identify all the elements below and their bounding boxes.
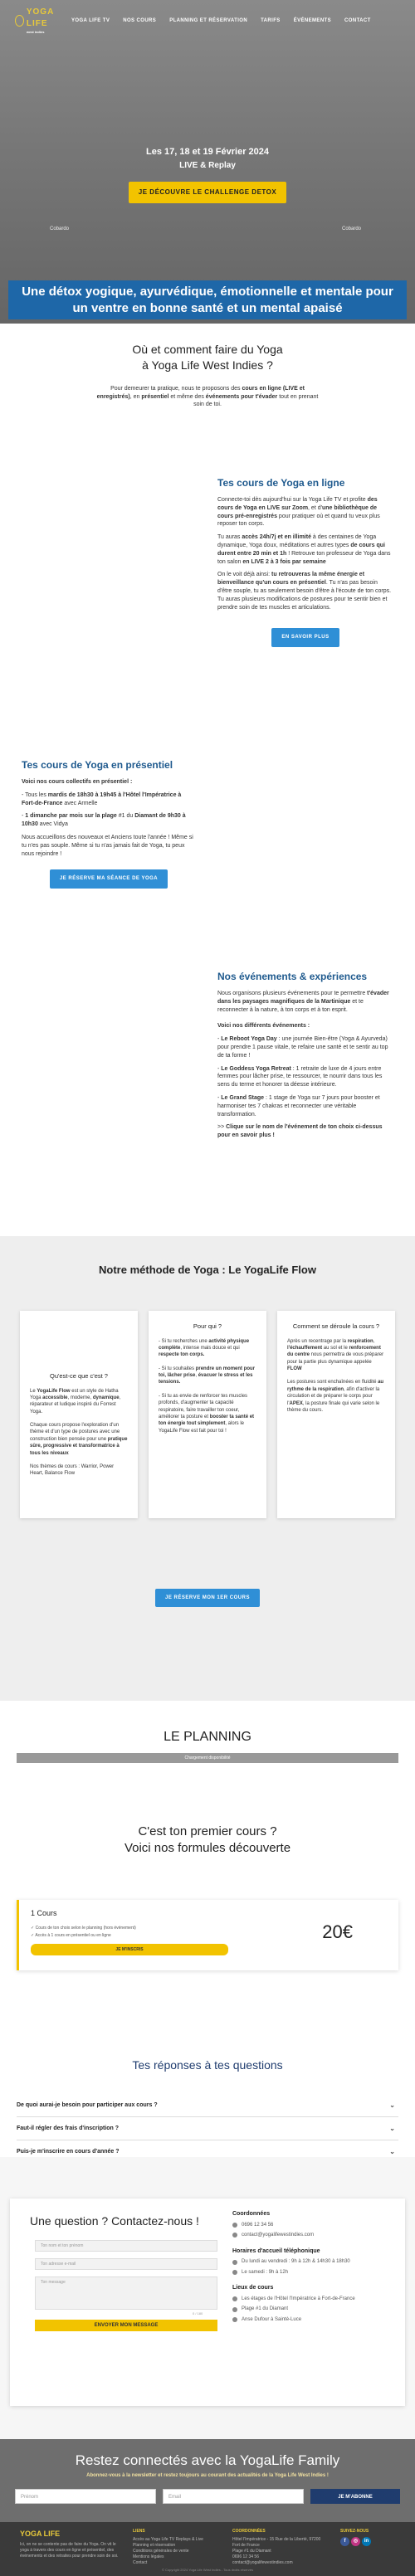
detox-challenge-button[interactable]: JE DÉCOUVRE LE CHALLENGE DETOX [129,182,286,202]
en-savoir-plus-button[interactable]: EN SAVOIR PLUS [271,628,339,646]
contact-email[interactable]: contact@yogalifewestindies.com [242,2233,315,2238]
reserve-seance-button[interactable]: JE RÉSERVE MA SÉANCE DE YOGA [50,869,168,888]
newsletter-subscribe-button[interactable]: JE M'ABONNE [310,2489,400,2504]
offer-card [17,1900,398,1970]
logo-subtext: west indies [26,30,45,35]
flow-section [0,1236,415,1701]
newsletter-section [0,2439,415,2522]
place-item: Plage #1 du Diamant [242,2306,289,2312]
hero-subtitle: LIVE & Replay [179,161,236,171]
place-item: Les étages de l'Hôtel l'Impératrice à Fort-de-France [242,2296,355,2301]
hero [0,0,415,324]
nav-item-nos-cours[interactable]: NOS COURS [123,17,157,23]
footer-link[interactable]: Contact [133,2560,148,2565]
online-p3: On le voit déjà ainsi: tu retrouveras la même énergie et bienveillance qu'un cours en présentiel. Tu n'as pas besoin d'être souple, tu as seulement besoin d'être à l'écoute de ton corps. Tu auras plusieurs modifications de postures pour te sentir bien et prendre soin de tes muscles et articulations. [217,572,392,611]
flow-title: Notre méthode de Yoga : Le YogaLife Flow [99,1264,316,1276]
where-title-line2: à Yoga Life West Indies ? [142,358,273,372]
footer-social-title: SUIVEZ-NOUS [340,2529,369,2534]
events-p1: Nous organisons plusieurs événements pour te permettre t'évader dans les paysages magnifiques de la Martinique et te reconnecter à la nature, à ton corps et à ton esprit. [217,991,389,1013]
hero-side-left: Cobardo [50,226,70,231]
nav-item-tarifs[interactable]: TARIFS [261,17,281,23]
events-footer-note: >> Clique sur le nom de l'événement de ton choix ci-dessus pour en savoir plus ! [217,1124,383,1139]
location-pin-icon [232,2307,237,2312]
newsletter-firstname-input[interactable]: Prénom [15,2489,156,2504]
email-icon [232,2233,237,2238]
newsletter-email-input[interactable]: Email [163,2489,304,2504]
footer-phone[interactable]: 0696 12 34 56 [232,2554,259,2559]
event-reboot[interactable]: - Le Reboot Yoga Day : une journée Bien-être (Yoga & Ayurveda) pour prendre 1 pause vitale, te refaire une santé et te sentir au top de ta forme ! [217,1036,388,1059]
footer-address: Hôtel l'Impératrice - 15 Rue de la Liberté, 97200 Fort de France [232,2537,321,2548]
hero-banner: Une détox yogique, ayurvédique, émotionnelle et mentale pour un ventre en bonne santé et un mental apaisé [8,280,407,319]
message-textarea[interactable]: Ton message [35,2277,217,2310]
hours-weekdays: Du lundi au vendredi : 9h à 12h & 14h30 à 18h30 [242,2259,350,2265]
faq-item[interactable]: Puis-je m'inscrire en cours d'année ? ⌄ [17,2140,398,2164]
flow-card-how-title: Comment se déroule la cours ? [292,1322,380,1330]
location-pin-icon [232,2317,237,2322]
top-nav [0,0,415,41]
main-menu [71,17,371,24]
presentiel-section [22,759,196,889]
offer-item: ✓ Accès à 1 cours en présentiel ou en ligne [31,1932,111,1938]
newsletter-subtitle: Abonnez-vous à la newsletter et restez toujours au courant des actualités de la Yoga Life West Indies ! [86,2473,329,2478]
contact-info [232,2210,355,2326]
email-input[interactable]: Ton adresse e-mail [35,2258,217,2270]
online-p2: Tu auras accès 24h/7j et en illimité à des centaines de Yoga dynamique, Yoga doux, méditations et autres types de cours qui durent entre 20 min et 1h ! Retrouve ton professeur de Yoga dans ton salon en LIVE 2 à 3 fois par semaine [217,534,391,565]
footer-link[interactable]: Planning et réservation [133,2543,176,2548]
chevron-down-icon: ⌄ [389,2101,395,2109]
footer-link[interactable]: Mentions légales [133,2554,164,2559]
nav-item-contact[interactable]: CONTACT [344,17,371,23]
footer [0,2522,415,2576]
location-pin-icon [232,2296,237,2301]
chevron-down-icon: ⌄ [389,2125,395,2132]
flow-card-what: Qu'est-ce que c'est ? Le YogaLife Flow est un style de Hatha Yoga accessible, moderne, dynamique, réparateur et ludique inspiré du Forrest Yoga. Chaque cours propose l'exploration d'un thème et d'un type de postures avec une construction bien pensée pour une pratique sûre, progressive et transformatrice à tous les niveaux Nos thèmes de cours : Warrior, Power Heart, Balance Flow [20,1311,138,1518]
footer-logo[interactable]: YOGA LIFE [20,2530,61,2538]
offer-item: ✓ Cours de ton choix selon le planning (hors événement) [31,1925,136,1931]
presentiel-dimanche: - 1 dimanche par mois sur la plage #1 du Diamant de 9h30 à 10h30 avec Vidya [22,813,186,828]
instagram-icon[interactable]: ◎ [351,2537,360,2546]
faq-item[interactable]: Faut-il régler des frais d'inscription ? ⌄ [17,2117,398,2140]
event-grand-stage[interactable]: - Le Grand Stage : 1 stage de Yoga sur 7 jours pour booster et harmoniser tes 7 chakras et reconnecter une véritable transformation. [217,1094,380,1118]
nav-item-evenements[interactable]: ÉVÉNEMENTS [293,17,332,23]
hours-saturday: Le samedi : 9h à 12h [242,2269,289,2275]
copyright: © Copyright 2024 Yoga Life West Indies - Tous droits réservés [162,2568,253,2573]
place-item: Anse Dufour à Saintè-Luce [242,2316,302,2322]
presentiel-intro: Voici nos cours collectifs en présentiel : [22,779,133,785]
send-message-button[interactable]: ENVOYER MON MESSAGE [35,2320,217,2331]
flow-card-what-title: Qu'est-ce que c'est ? [50,1372,108,1380]
offer-title-2: Voici nos formules découverte [124,1841,291,1856]
coords-title: Coordonnées [232,2211,271,2217]
flow-card-how: Comment se déroule la cours ? Après un recentrage par la respiration, l'échauffement au sol et le renforcement du centre nous permettra de vous préparer pour la partie plus dynamique appelée FLOW Les postures sont enchaînées en fluidité au rythme de la respiration, afin d'activer la circulation et de préparer le corps pour l'APEX, la posture finale qui varie selon le thème du cours. [277,1311,395,1518]
hero-side-right: Cobardo [342,226,362,231]
name-input[interactable]: Ton nom et ton prénom [35,2240,217,2252]
places-title: Lieux de cours [232,2285,274,2291]
offer-title-1: C'est ton premier cours ? [138,1824,277,1838]
offer-name: 1 Cours [31,1909,57,1917]
where-intro: Pour demeurer ta pratique, nous te proposons des cours en ligne (LIVE et enregistrés), en présentiel et même des événements pour t'évader tout en prenant soin de toi. [96,385,319,408]
reserve-first-course-button[interactable]: JE RÉSERVE MON 1ER COURS [155,1589,260,1607]
clock-icon [232,2270,237,2275]
linkedin-icon[interactable]: in [362,2537,371,2546]
planning-loading-bar: Chargement disponibilité [17,1753,398,1763]
newsletter-title: Restez connectés avec la YogaLife Family [75,2452,340,2468]
online-p1: Connecte-toi dès aujourd'hui sur la Yoga Life TV et profite des cours de Yoga en LIVE sur Zoom, et d'une bibliothèque de cours pré-enregistrés pour pratiquer où et quand tu veux plus reposer ton corps. [217,497,380,528]
contact-title: Une question ? Contactez-nous ! [30,2214,199,2228]
message-counter: 0 / 180 [193,2311,203,2315]
footer-links-title: LIENS [133,2529,145,2534]
footer-link[interactable]: Accès au Yoga Life TV Replays & Live [133,2537,203,2542]
footer-description: Ici, on ne se contente pas de faire du Yoga. On vit le yoga à travers des cours en ligne et présentiel, des événements et des retraites pour prendre soin de soi. [20,2541,119,2559]
flow-card-who-title: Pour qui ? [193,1322,222,1330]
logo[interactable] [15,7,65,35]
faq-item[interactable]: De quoi aurai-je besoin pour participer aux cours ? ⌄ [17,2094,398,2117]
events-list-title: Voici nos différents événements : [217,1023,310,1030]
hero-date: Les 17, 18 et 19 Février 2024 [146,147,269,157]
hours-title: Horaires d'accueil téléphonique [232,2247,320,2254]
online-title: Tes cours de Yoga en ligne [217,477,345,489]
contact-phone[interactable]: 0696 12 34 56 [242,2222,274,2228]
nav-item-planning[interactable]: PLANNING ET RÉSERVATION [169,17,248,23]
faq-title: Tes réponses à tes questions [132,2058,283,2072]
nav-item-yoga-life-tv[interactable]: YOGA LIFE TV [71,17,110,23]
footer-address: Plage #1 du Diamant [232,2549,271,2554]
planning-title: LE PLANNING [164,1730,251,1744]
flow-card-who: Pour qui ? - Si tu recherches une activité physique complète, intense mais douce et qui respecte ton corps. - Si tu souhaites prendre un moment pour toi, lâcher prise, évacuer le stress et les tensions. - Si tu as envie de renforcer tes muscles profonds, d'augmenter ta capacité respiratoire, faire travailler ton coeur, améliorer ta posture et booster ta santé et ton énergie tout simplement, alors le YogaLife Flow est fait pour toi ! [149,1311,266,1518]
where-title-line1: Où et comment faire du Yoga [132,343,283,356]
facebook-icon[interactable]: f [340,2537,349,2546]
footer-coords-title: COORDONNÉES [232,2529,266,2534]
event-goddess[interactable]: - Le Goddess Yoga Retreat : 1 retraite de luxe de 4 jours entre femmes pour lâcher prise, te ressourcer, te nourrir dans tous les sens du terme et honorer ta déesse intérieure. [217,1065,383,1088]
offer-price: 20€ [322,1921,353,1942]
presentiel-mardi: - Tous les mardis de 18h30 à 19h45 à l'Hôtel l'Impératrice à Fort-de-France avec Armelle [22,791,182,806]
clock-icon [232,2260,237,2265]
logo-text: YOGA LIFE [26,7,54,29]
events-section [217,971,393,1145]
phone-icon [232,2223,237,2228]
offer-signup-button[interactable]: JE M'INSCRIS [31,1944,228,1955]
chevron-down-icon: ⌄ [389,2148,395,2155]
lotus-icon [15,15,24,27]
footer-link[interactable]: Conditions générales de vente [133,2549,189,2554]
online-section [217,477,393,647]
footer-email[interactable]: contact@yogalifewestindies.com [232,2560,293,2565]
presentiel-title: Tes cours de Yoga en présentiel [22,759,173,771]
presentiel-p3: Nous accueillons des nouveaux et Anciens toute l'année ! Même si tu n'es pas souple. Même si tu n'as jamais fait de Yoga, tu peux nous rejoindre ! [22,834,193,857]
events-title: Nos événements & expériences [217,971,368,982]
